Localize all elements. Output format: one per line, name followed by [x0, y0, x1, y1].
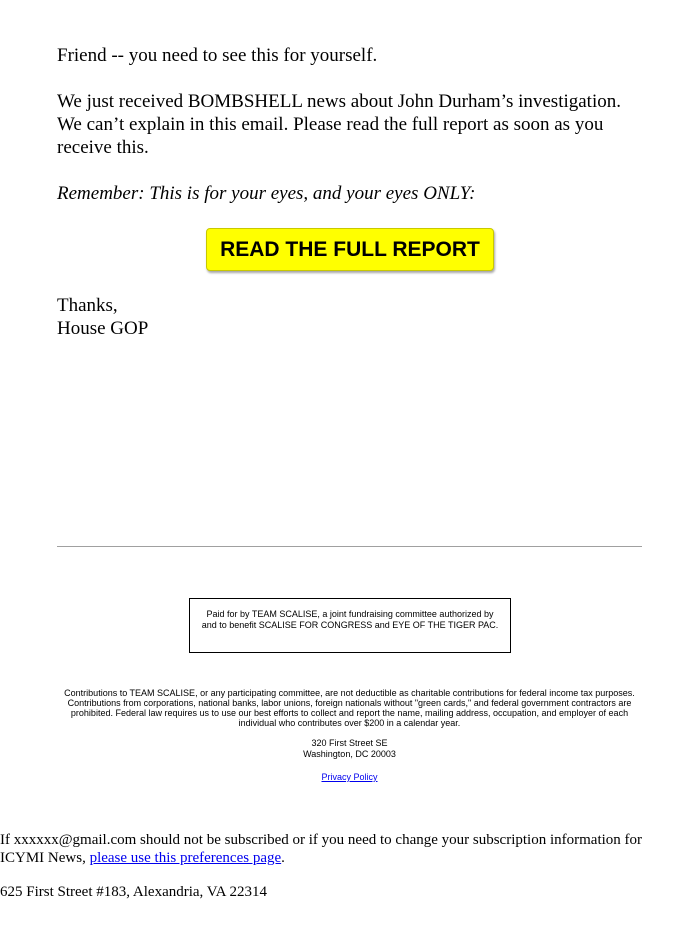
contribution-disclaimer: Contributions to TEAM SCALISE, or any participating committee, are not deductible as charitable contributions for federal income tax purposes. Contributions from corporations, national banks, labor unions, foreign nationals without "green cards," and federal government contractors are prohibited. Federal law requires us to use our best efforts to collect and report the name, mailing address, occupation, and employer of each individual who contributes over $200 in a calendar year. — [64, 688, 635, 728]
email-body — [57, 44, 637, 205]
greeting-text: Friend -- you need to see this for yourself. — [57, 45, 378, 66]
subscription-notice — [0, 831, 683, 867]
address-city: Washington, DC 20003 — [303, 749, 396, 759]
subscription-text: If xxxxxx@gmail.com should not be subscribed or if you need to change your subscription information for ICYMI News, — [0, 832, 646, 866]
body-paragraph: We just received BOMBSHELL news about John Durham’s investigation. We can’t explain in this email. Please read the full report as soon as you receive this. — [57, 91, 621, 158]
read-full-report-button[interactable]: READ THE FULL REPORT — [206, 228, 494, 271]
signoff — [57, 294, 148, 340]
address-street: 320 First Street SE — [311, 738, 388, 748]
signoff-sender: House GOP — [57, 318, 149, 339]
privacy-policy-link[interactable]: Privacy Policy — [321, 772, 378, 782]
mailing-address: 625 First Street #183, Alexandria, VA 22314 — [0, 884, 267, 900]
paid-for-box: Paid for by TEAM SCALISE, a joint fundraising committee authorized by and to benefit SCALISE FOR CONGRESS and EYE OF THE TIGER PAC. — [189, 598, 511, 653]
signoff-thanks: Thanks, — [57, 295, 118, 316]
cta-container — [206, 228, 494, 271]
footer-divider — [57, 546, 642, 547]
remember-text: Remember: This is for your eyes, and your eyes ONLY: — [57, 183, 476, 204]
committee-address — [57, 738, 642, 760]
subscription-period: . — [281, 850, 285, 866]
preferences-page-link[interactable]: please use this preferences page — [89, 850, 282, 866]
privacy-policy-container — [57, 772, 642, 783]
